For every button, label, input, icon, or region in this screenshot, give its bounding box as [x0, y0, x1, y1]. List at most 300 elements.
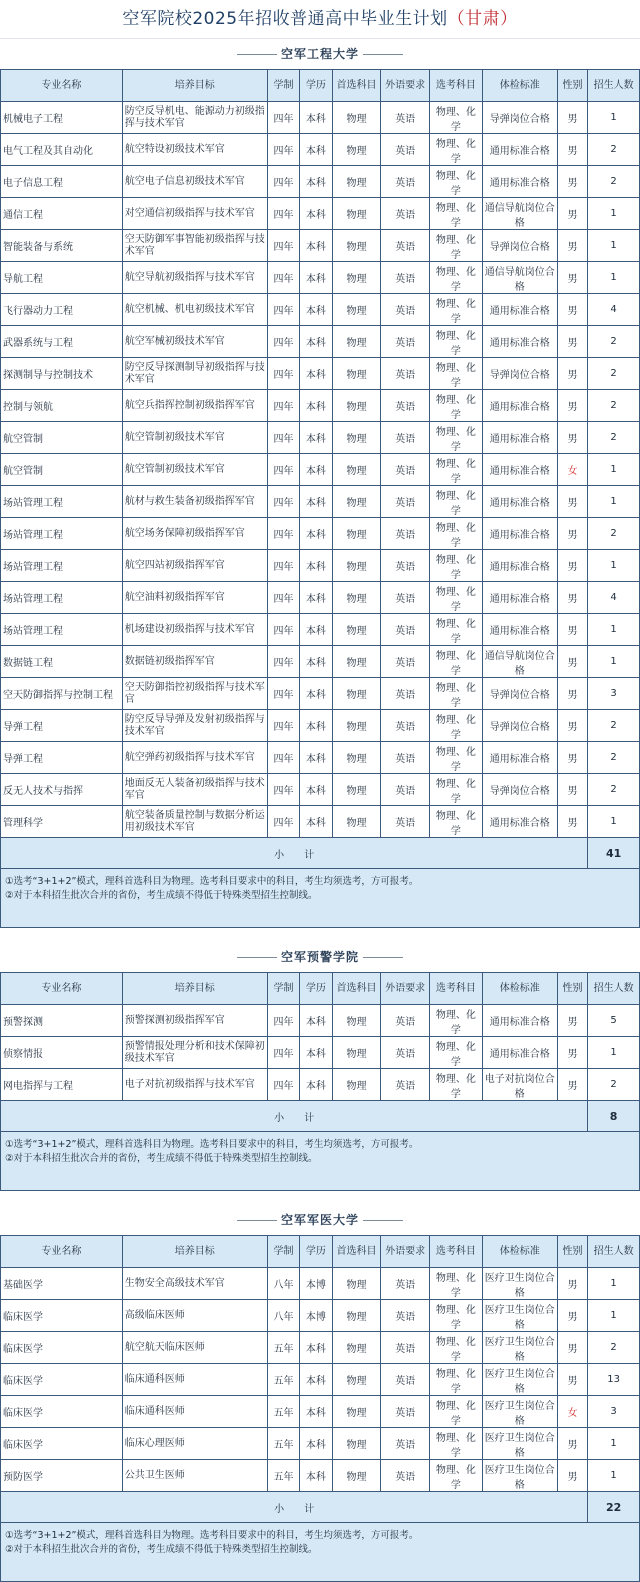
cell-major-name: 空天防御指挥与控制工程 — [1, 678, 123, 710]
cell-training-goal: 航空管制初级技术军官 — [122, 454, 267, 486]
table-row — [1, 710, 640, 742]
cell-primary-subject: 物理 — [332, 230, 381, 262]
cell-major-name: 临床医学 — [1, 1396, 123, 1428]
cell-gender: 男 — [557, 806, 587, 838]
cell-language: 英语 — [381, 134, 430, 166]
cell-degree: 本科 — [300, 1428, 332, 1460]
cell-enrollment: 1 — [588, 230, 640, 262]
cell-primary-subject: 物理 — [332, 1300, 381, 1332]
table-row — [1, 166, 640, 198]
cell-medical-standard: 医疗卫生岗位合格 — [482, 1332, 557, 1364]
cell-language: 英语 — [381, 806, 430, 838]
cell-gender: 男 — [557, 422, 587, 454]
cell-enrollment: 1 — [588, 550, 640, 582]
table-row — [1, 550, 640, 582]
cell-primary-subject: 物理 — [332, 774, 381, 806]
cell-gender: 女 — [557, 1396, 587, 1428]
cell-medical-standard: 导弹岗位合格 — [482, 358, 557, 390]
cell-enrollment: 2 — [588, 774, 640, 806]
column-header-elective-subjects: 选考科目 — [429, 70, 482, 102]
notes-cell — [1, 869, 640, 928]
table-row — [1, 294, 640, 326]
cell-major-name: 飞行器动力工程 — [1, 294, 123, 326]
cell-medical-standard: 医疗卫生岗位合格 — [482, 1268, 557, 1300]
table-row — [1, 454, 640, 486]
cell-primary-subject: 物理 — [332, 614, 381, 646]
school-name: 空军预警学院 — [280, 950, 359, 964]
table-row — [1, 358, 640, 390]
cell-elective-subjects: 物理、化学 — [429, 518, 482, 550]
cell-major-name: 导航工程 — [1, 262, 123, 294]
table-row — [1, 582, 640, 614]
column-header-training-goal: 培养目标 — [122, 973, 267, 1005]
table-row — [1, 1037, 640, 1069]
cell-duration: 四年 — [267, 422, 299, 454]
section-gap — [0, 1191, 640, 1205]
cell-major-name: 控制与领航 — [1, 390, 123, 422]
admission-table — [0, 1235, 640, 1582]
cell-training-goal: 数据链初级指挥军官 — [122, 646, 267, 678]
cell-degree: 本科 — [300, 326, 332, 358]
cell-major-name: 通信工程 — [1, 198, 123, 230]
table-row — [1, 486, 640, 518]
cell-primary-subject: 物理 — [332, 710, 381, 742]
cell-training-goal: 高级临床医师 — [122, 1300, 267, 1332]
cell-language: 英语 — [381, 1460, 430, 1492]
cell-gender: 男 — [557, 1268, 587, 1300]
column-header-medical-standard: 体检标准 — [482, 70, 557, 102]
notes-cell — [1, 1132, 640, 1191]
school-heading — [0, 39, 640, 69]
cell-training-goal: 航空电子信息初级技术军官 — [122, 166, 267, 198]
cell-medical-standard: 通用标准合格 — [482, 582, 557, 614]
column-header-enrollment: 招生人数 — [588, 973, 640, 1005]
cell-enrollment: 3 — [588, 1396, 640, 1428]
cell-duration: 四年 — [267, 390, 299, 422]
cell-language: 英语 — [381, 614, 430, 646]
cell-primary-subject: 物理 — [332, 678, 381, 710]
cell-language: 英语 — [381, 518, 430, 550]
cell-duration: 八年 — [267, 1268, 299, 1300]
cell-training-goal: 公共卫生医师 — [122, 1460, 267, 1492]
cell-medical-standard: 通用标准合格 — [482, 1037, 557, 1069]
cell-elective-subjects: 物理、化学 — [429, 1300, 482, 1332]
cell-primary-subject: 物理 — [332, 1396, 381, 1428]
title-province: （甘肃） — [447, 9, 518, 29]
cell-elective-subjects: 物理、化学 — [429, 422, 482, 454]
cell-language: 英语 — [381, 358, 430, 390]
cell-language: 英语 — [381, 1005, 430, 1037]
cell-gender: 男 — [557, 678, 587, 710]
cell-medical-standard: 通用标准合格 — [482, 326, 557, 358]
cell-language: 英语 — [381, 742, 430, 774]
note-line: ①选考“3+1+2”模式，理科首选科目为物理。选考科目要求中的科目，考生均须选考，方可报考。 — [5, 1139, 419, 1150]
cell-training-goal: 临床通科医师 — [122, 1396, 267, 1428]
cell-language: 英语 — [381, 1364, 430, 1396]
cell-major-name: 航空管制 — [1, 454, 123, 486]
cell-gender: 男 — [557, 742, 587, 774]
cell-language: 英语 — [381, 1037, 430, 1069]
column-header-gender: 性别 — [557, 1236, 587, 1268]
cell-elective-subjects: 物理、化学 — [429, 390, 482, 422]
cell-training-goal: 机场建设初级指挥与技术军官 — [122, 614, 267, 646]
column-header-degree: 学历 — [300, 70, 332, 102]
cell-gender: 女 — [557, 454, 587, 486]
cell-degree: 本科 — [300, 294, 332, 326]
cell-medical-standard: 导弹岗位合格 — [482, 230, 557, 262]
cell-elective-subjects: 物理、化学 — [429, 1037, 482, 1069]
table-row — [1, 1364, 640, 1396]
cell-medical-standard: 通用标准合格 — [482, 806, 557, 838]
cell-primary-subject: 物理 — [332, 134, 381, 166]
cell-degree: 本科 — [300, 390, 332, 422]
plan-content — [0, 39, 640, 1582]
cell-major-name: 临床医学 — [1, 1364, 123, 1396]
cell-duration: 四年 — [267, 518, 299, 550]
cell-medical-standard: 通用标准合格 — [482, 454, 557, 486]
cell-major-name: 侦察情报 — [1, 1037, 123, 1069]
cell-degree: 本科 — [300, 102, 332, 134]
cell-gender: 男 — [557, 1364, 587, 1396]
cell-elective-subjects: 物理、化学 — [429, 166, 482, 198]
cell-primary-subject: 物理 — [332, 390, 381, 422]
cell-primary-subject: 物理 — [332, 1005, 381, 1037]
cell-training-goal: 航空军械初级技术军官 — [122, 326, 267, 358]
cell-enrollment: 1 — [588, 198, 640, 230]
cell-primary-subject: 物理 — [332, 326, 381, 358]
cell-language: 英语 — [381, 486, 430, 518]
cell-language: 英语 — [381, 454, 430, 486]
subtotal-value: 41 — [588, 838, 640, 869]
subtotal-row — [1, 1101, 640, 1132]
cell-duration: 四年 — [267, 294, 299, 326]
table-row — [1, 1396, 640, 1428]
cell-primary-subject: 物理 — [332, 198, 381, 230]
column-header-gender: 性别 — [557, 70, 587, 102]
cell-gender: 男 — [557, 198, 587, 230]
cell-duration: 五年 — [267, 1428, 299, 1460]
cell-training-goal: 航空管制初级技术军官 — [122, 422, 267, 454]
cell-degree: 本科 — [300, 1069, 332, 1101]
column-header-gender: 性别 — [557, 973, 587, 1005]
cell-training-goal: 空天防御军事智能初级指挥与技术军官 — [122, 230, 267, 262]
cell-language: 英语 — [381, 390, 430, 422]
cell-enrollment: 2 — [588, 422, 640, 454]
cell-enrollment: 3 — [588, 678, 640, 710]
column-header-primary-subject: 首选科目 — [332, 973, 381, 1005]
cell-degree: 本科 — [300, 582, 332, 614]
cell-duration: 四年 — [267, 806, 299, 838]
table-row — [1, 1005, 640, 1037]
cell-medical-standard: 导弹岗位合格 — [482, 774, 557, 806]
cell-major-name: 航空管制 — [1, 422, 123, 454]
cell-training-goal: 航空弹药初级指挥与技术军官 — [122, 742, 267, 774]
cell-duration: 四年 — [267, 678, 299, 710]
cell-enrollment: 2 — [588, 710, 640, 742]
cell-training-goal: 航空特设初级技术军官 — [122, 134, 267, 166]
cell-primary-subject: 物理 — [332, 518, 381, 550]
school-name: 空军工程大学 — [280, 47, 359, 61]
notes-row — [1, 869, 640, 928]
subtotal-row — [1, 1492, 640, 1523]
cell-training-goal: 临床通科医师 — [122, 1364, 267, 1396]
table-row — [1, 1069, 640, 1101]
cell-training-goal: 预警探测初级指挥军官 — [122, 1005, 267, 1037]
column-header-medical-standard: 体检标准 — [482, 1236, 557, 1268]
cell-duration: 四年 — [267, 134, 299, 166]
cell-elective-subjects: 物理、化学 — [429, 198, 482, 230]
cell-primary-subject: 物理 — [332, 1364, 381, 1396]
cell-training-goal: 预警情报处理分析和技术保障初级技术军官 — [122, 1037, 267, 1069]
note-line: ①选考“3+1+2”模式，理科首选科目为物理。选考科目要求中的科目，考生均须选考，方可报考。 — [5, 1530, 419, 1541]
cell-gender: 男 — [557, 262, 587, 294]
column-header-language: 外语要求 — [381, 973, 430, 1005]
cell-training-goal: 空天防御指控初级指挥与技术军官 — [122, 678, 267, 710]
cell-primary-subject: 物理 — [332, 1268, 381, 1300]
cell-degree: 本科 — [300, 806, 332, 838]
cell-primary-subject: 物理 — [332, 1332, 381, 1364]
cell-major-name: 临床医学 — [1, 1332, 123, 1364]
note-line: ②对于本科招生批次合并的省份，考生成绩不得低于特殊类型招生控制线。 — [5, 890, 318, 901]
cell-gender: 男 — [557, 614, 587, 646]
heading-rule — [237, 957, 277, 958]
school-heading — [0, 942, 640, 972]
table-row — [1, 1428, 640, 1460]
column-header-degree: 学历 — [300, 1236, 332, 1268]
cell-elective-subjects: 物理、化学 — [429, 1460, 482, 1492]
table-row — [1, 774, 640, 806]
cell-elective-subjects: 物理、化学 — [429, 358, 482, 390]
cell-major-name: 场站管理工程 — [1, 614, 123, 646]
column-header-major-name: 专业名称 — [1, 70, 123, 102]
cell-major-name: 探测制导与控制技术 — [1, 358, 123, 390]
cell-degree: 本科 — [300, 1037, 332, 1069]
cell-elective-subjects: 物理、化学 — [429, 326, 482, 358]
table-row — [1, 518, 640, 550]
table-row — [1, 1332, 640, 1364]
cell-language: 英语 — [381, 230, 430, 262]
cell-duration: 四年 — [267, 326, 299, 358]
column-header-major-name: 专业名称 — [1, 1236, 123, 1268]
column-header-training-goal: 培养目标 — [122, 70, 267, 102]
cell-elective-subjects: 物理、化学 — [429, 134, 482, 166]
cell-duration: 五年 — [267, 1460, 299, 1492]
cell-enrollment: 2 — [588, 326, 640, 358]
cell-medical-standard: 通用标准合格 — [482, 422, 557, 454]
note-line: ①选考“3+1+2”模式，理科首选科目为物理。选考科目要求中的科目，考生均须选考，方可报考。 — [5, 876, 419, 887]
cell-degree: 本科 — [300, 486, 332, 518]
cell-elective-subjects: 物理、化学 — [429, 1428, 482, 1460]
cell-duration: 四年 — [267, 1069, 299, 1101]
cell-gender: 男 — [557, 1005, 587, 1037]
school-heading — [0, 1205, 640, 1235]
cell-training-goal: 航空机械、机电初级技术军官 — [122, 294, 267, 326]
table-row — [1, 742, 640, 774]
cell-degree: 本科 — [300, 1460, 332, 1492]
cell-major-name: 电气工程及其自动化 — [1, 134, 123, 166]
cell-major-name: 导弹工程 — [1, 710, 123, 742]
cell-gender: 男 — [557, 518, 587, 550]
cell-duration: 八年 — [267, 1300, 299, 1332]
cell-degree: 本科 — [300, 550, 332, 582]
cell-primary-subject: 物理 — [332, 1428, 381, 1460]
cell-medical-standard: 导弹岗位合格 — [482, 102, 557, 134]
cell-degree: 本科 — [300, 358, 332, 390]
cell-gender: 男 — [557, 1069, 587, 1101]
cell-gender: 男 — [557, 774, 587, 806]
cell-degree: 本科 — [300, 230, 332, 262]
cell-elective-subjects: 物理、化学 — [429, 486, 482, 518]
table-row — [1, 390, 640, 422]
cell-medical-standard: 通用标准合格 — [482, 1005, 557, 1037]
cell-degree: 本科 — [300, 742, 332, 774]
column-header-primary-subject: 首选科目 — [332, 1236, 381, 1268]
cell-medical-standard: 导弹岗位合格 — [482, 678, 557, 710]
cell-major-name: 场站管理工程 — [1, 582, 123, 614]
cell-enrollment: 1 — [588, 646, 640, 678]
column-header-elective-subjects: 选考科目 — [429, 973, 482, 1005]
cell-gender: 男 — [557, 550, 587, 582]
cell-enrollment: 2 — [588, 742, 640, 774]
column-header-enrollment: 招生人数 — [588, 70, 640, 102]
table-row — [1, 326, 640, 358]
cell-major-name: 反无人技术与指挥 — [1, 774, 123, 806]
note-line: ②对于本科招生批次合并的省份，考生成绩不得低于特殊类型招生控制线。 — [5, 1153, 318, 1164]
cell-primary-subject: 物理 — [332, 486, 381, 518]
cell-language: 英语 — [381, 678, 430, 710]
cell-degree: 本科 — [300, 518, 332, 550]
cell-enrollment: 1 — [588, 614, 640, 646]
table-row — [1, 134, 640, 166]
cell-elective-subjects: 物理、化学 — [429, 294, 482, 326]
table-row — [1, 614, 640, 646]
cell-medical-standard: 通用标准合格 — [482, 550, 557, 582]
cell-enrollment: 2 — [588, 358, 640, 390]
cell-duration: 四年 — [267, 614, 299, 646]
cell-major-name: 基础医学 — [1, 1268, 123, 1300]
cell-elective-subjects: 物理、化学 — [429, 1268, 482, 1300]
cell-elective-subjects: 物理、化学 — [429, 454, 482, 486]
cell-language: 英语 — [381, 102, 430, 134]
table-row — [1, 806, 640, 838]
table-row — [1, 102, 640, 134]
page-title — [0, 0, 640, 39]
cell-language: 英语 — [381, 1428, 430, 1460]
cell-gender: 男 — [557, 294, 587, 326]
cell-major-name: 网电指挥与工程 — [1, 1069, 123, 1101]
cell-degree: 本科 — [300, 614, 332, 646]
cell-major-name: 武器系统与工程 — [1, 326, 123, 358]
subtotal-label: 小 计 — [1, 838, 588, 869]
cell-duration: 四年 — [267, 710, 299, 742]
subtotal-label: 小 计 — [1, 1101, 588, 1132]
cell-enrollment: 13 — [588, 1364, 640, 1396]
column-header-medical-standard: 体检标准 — [482, 973, 557, 1005]
section-gap — [0, 928, 640, 942]
cell-duration: 四年 — [267, 486, 299, 518]
cell-enrollment: 1 — [588, 1037, 640, 1069]
cell-training-goal: 防空反导导弹及发射初级指挥与技术军官 — [122, 710, 267, 742]
cell-elective-subjects: 物理、化学 — [429, 614, 482, 646]
cell-gender: 男 — [557, 326, 587, 358]
cell-major-name: 临床医学 — [1, 1428, 123, 1460]
cell-major-name: 预防医学 — [1, 1460, 123, 1492]
cell-major-name: 管理科学 — [1, 806, 123, 838]
cell-elective-subjects: 物理、化学 — [429, 550, 482, 582]
column-header-language: 外语要求 — [381, 70, 430, 102]
cell-elective-subjects: 物理、化学 — [429, 710, 482, 742]
table-row — [1, 230, 640, 262]
cell-primary-subject: 物理 — [332, 102, 381, 134]
table-row — [1, 1268, 640, 1300]
cell-gender: 男 — [557, 1428, 587, 1460]
cell-medical-standard: 通用标准合格 — [482, 294, 557, 326]
cell-major-name: 场站管理工程 — [1, 550, 123, 582]
cell-training-goal: 防空反导机电、能源动力初级指挥与技术军官 — [122, 102, 267, 134]
cell-enrollment: 2 — [588, 166, 640, 198]
cell-major-name: 机械电子工程 — [1, 102, 123, 134]
cell-degree: 本科 — [300, 710, 332, 742]
cell-language: 英语 — [381, 710, 430, 742]
cell-gender: 男 — [557, 1300, 587, 1332]
cell-training-goal: 临床心理医师 — [122, 1428, 267, 1460]
cell-primary-subject: 物理 — [332, 550, 381, 582]
cell-elective-subjects: 物理、化学 — [429, 1332, 482, 1364]
admission-table — [0, 69, 640, 928]
notes-row — [1, 1132, 640, 1191]
cell-medical-standard: 通用标准合格 — [482, 518, 557, 550]
cell-language: 英语 — [381, 582, 430, 614]
cell-language: 英语 — [381, 1069, 430, 1101]
cell-medical-standard: 医疗卫生岗位合格 — [482, 1396, 557, 1428]
cell-enrollment: 1 — [588, 454, 640, 486]
cell-degree: 本科 — [300, 134, 332, 166]
cell-elective-subjects: 物理、化学 — [429, 1396, 482, 1428]
cell-enrollment: 4 — [588, 294, 640, 326]
cell-gender: 男 — [557, 358, 587, 390]
cell-duration: 四年 — [267, 1005, 299, 1037]
table-row — [1, 262, 640, 294]
cell-elective-subjects: 物理、化学 — [429, 742, 482, 774]
cell-enrollment: 1 — [588, 1460, 640, 1492]
notes-cell — [1, 1523, 640, 1582]
cell-primary-subject: 物理 — [332, 166, 381, 198]
cell-primary-subject: 物理 — [332, 358, 381, 390]
cell-training-goal: 航空场务保障初级指挥军官 — [122, 518, 267, 550]
cell-enrollment: 2 — [588, 390, 640, 422]
heading-rule — [363, 957, 403, 958]
cell-primary-subject: 物理 — [332, 646, 381, 678]
cell-enrollment: 2 — [588, 518, 640, 550]
cell-language: 英语 — [381, 166, 430, 198]
cell-training-goal: 地面反无人装备初级指挥与技术军官 — [122, 774, 267, 806]
cell-training-goal: 航空航天临床医师 — [122, 1332, 267, 1364]
cell-gender: 男 — [557, 582, 587, 614]
cell-language: 英语 — [381, 1300, 430, 1332]
cell-major-name: 数据链工程 — [1, 646, 123, 678]
cell-gender: 男 — [557, 102, 587, 134]
cell-gender: 男 — [557, 646, 587, 678]
cell-degree: 本科 — [300, 198, 332, 230]
cell-degree: 本科 — [300, 1364, 332, 1396]
subtotal-value: 8 — [588, 1101, 640, 1132]
cell-medical-standard: 通用标准合格 — [482, 166, 557, 198]
cell-training-goal: 航空兵指挥控制初级指挥军官 — [122, 390, 267, 422]
cell-primary-subject: 物理 — [332, 806, 381, 838]
cell-medical-standard: 医疗卫生岗位合格 — [482, 1364, 557, 1396]
cell-gender: 男 — [557, 166, 587, 198]
cell-duration: 四年 — [267, 102, 299, 134]
